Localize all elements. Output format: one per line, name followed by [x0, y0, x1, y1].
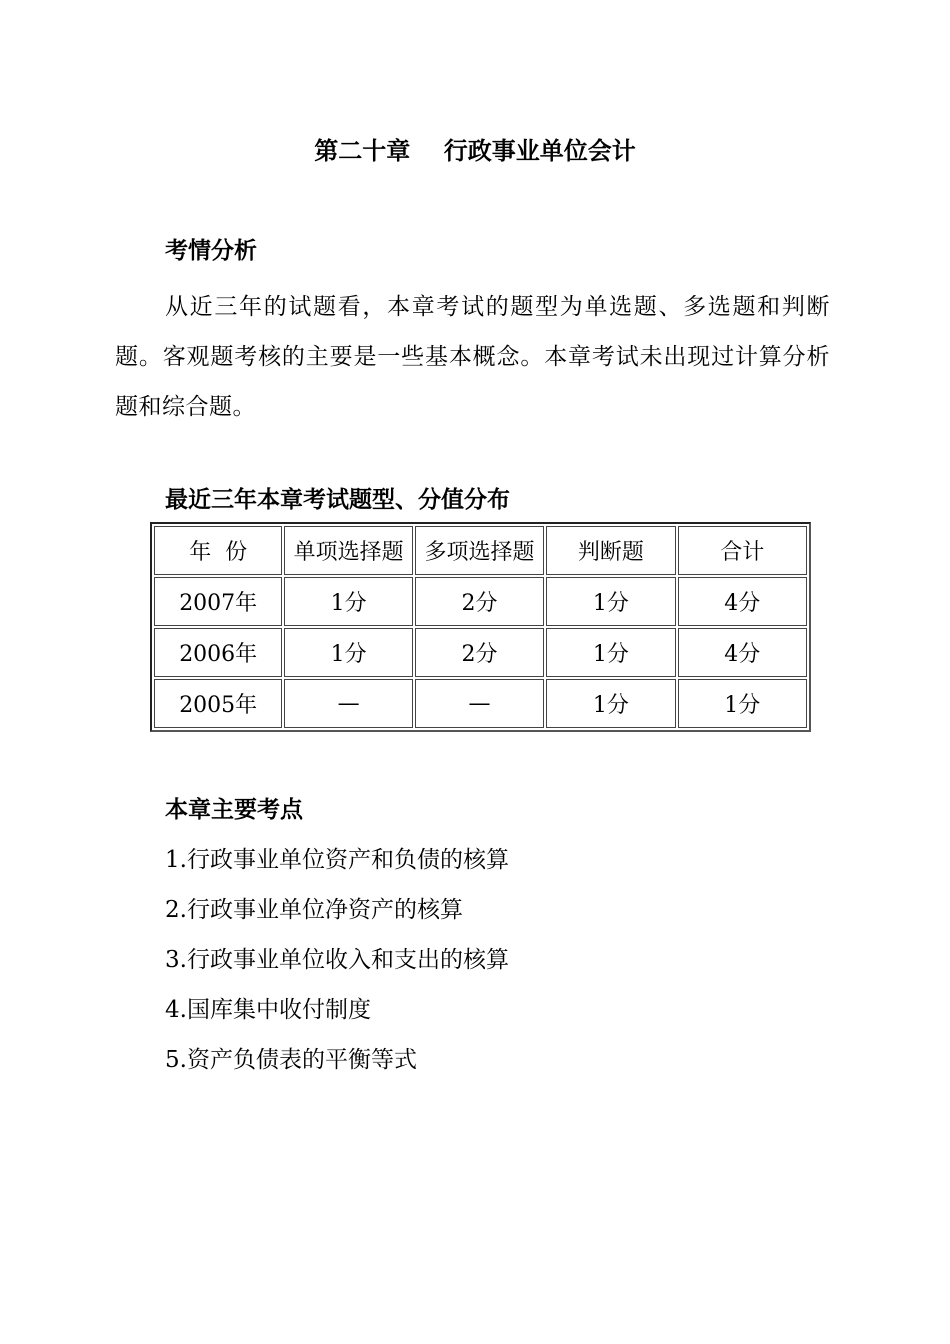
- header-cell-single-choice: 单项选择题: [284, 526, 412, 575]
- header-cell-year: 年 份: [154, 526, 282, 575]
- exam-analysis-heading: 考情分析: [165, 238, 257, 264]
- list-item: 2.行政事业单位净资产的核算: [165, 897, 463, 923]
- key-points-heading: 本章主要考点: [165, 797, 303, 823]
- table-row: [154, 628, 807, 677]
- table-cell: 1分: [284, 577, 412, 626]
- header-cell-total: 合计: [678, 526, 807, 575]
- table-row: [154, 679, 807, 728]
- table-cell: —: [415, 679, 544, 728]
- table-cell: 1分: [284, 628, 412, 677]
- table-cell: 1分: [546, 577, 675, 626]
- table-row: [154, 577, 807, 626]
- list-item: 3.行政事业单位收入和支出的核算: [165, 947, 509, 973]
- score-distribution-table: [150, 522, 811, 732]
- exam-analysis-paragraph: 从近三年的试题看，本章考试的题型为单选题、多选题和判断题。客观题考核的主要是一些基本概念。本章考试未出现过计算分析题和综合题。: [115, 294, 830, 420]
- table-cell: 2006年: [154, 628, 282, 677]
- table-cell: 4分: [678, 628, 807, 677]
- header-cell-true-false: 判断题: [546, 526, 675, 575]
- table-cell: —: [284, 679, 412, 728]
- list-item: 1.行政事业单位资产和负债的核算: [165, 847, 509, 873]
- key-points-list: [165, 835, 509, 1085]
- table-cell: 4分: [678, 577, 807, 626]
- list-item: 5.资产负债表的平衡等式: [165, 1047, 417, 1073]
- table-cell: 2005年: [154, 679, 282, 728]
- table-cell: 1分: [546, 679, 675, 728]
- header-cell-multiple-choice: 多项选择题: [415, 526, 544, 575]
- table-header-row: [154, 526, 807, 575]
- table-cell: 2分: [415, 577, 544, 626]
- table-caption: 最近三年本章考试题型、分值分布: [165, 487, 510, 513]
- table-cell: 2007年: [154, 577, 282, 626]
- table-cell: 1分: [678, 679, 807, 728]
- chapter-title: 第二十章 行政事业单位会计: [314, 137, 636, 165]
- table-cell: 2分: [415, 628, 544, 677]
- table-cell: 1分: [546, 628, 675, 677]
- list-item: 4.国库集中收付制度: [165, 997, 371, 1023]
